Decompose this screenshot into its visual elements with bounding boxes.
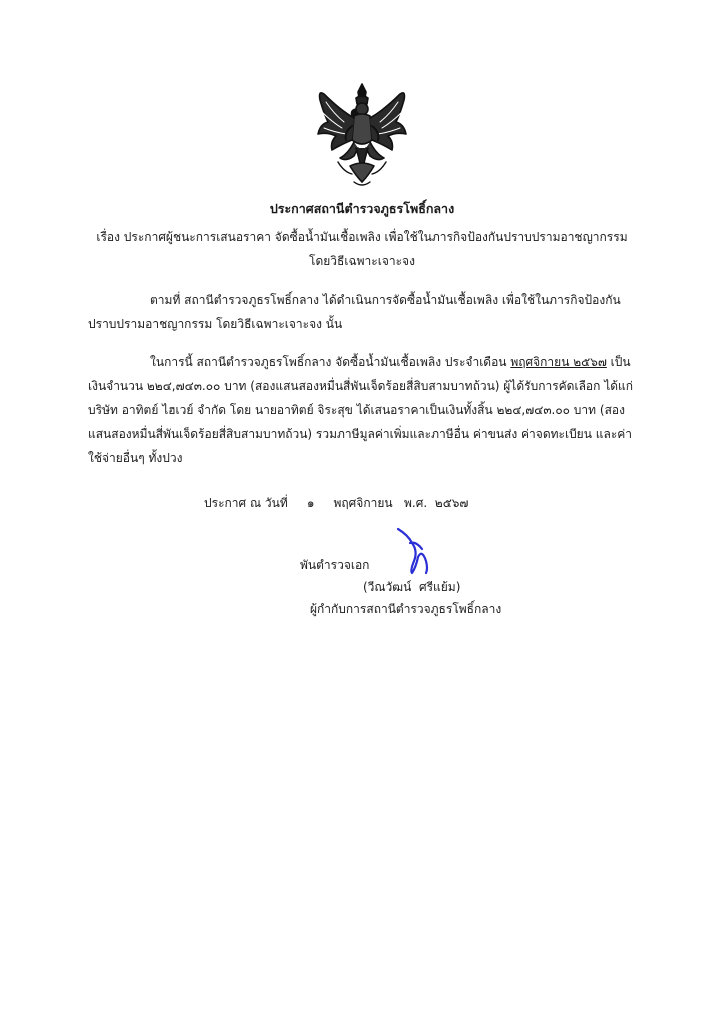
paragraph-2	[88, 350, 636, 470]
procurement-month: พฤศจิกายน ๒๕๖๗	[510, 355, 607, 369]
document-subject	[70, 225, 654, 273]
paragraph-2-text-end: เป็นเงินจำนวน ๒๒๔,๗๔๓.๐๐ บาท (สองแสนสองหมื่นสี่พันเจ็ดร้อยสี่สิบสามบาทถ้วน) ผู้ได้รับการคัดเลือก ได้แก่ บริษัท อาทิตย์ ไฮเวย์ จำกัด โดย นายอาทิตย์ จิระสุข ได้เสนอราคาเป็นเงินทั้งสิ้น ๒๒๔,๗๔๓.๐๐ บาท (สองแสนสองหมื่นสี่พันเจ็ดร้อยสี่สิบสามบาทถ้วน) รวมภาษีมูลค่าเพิ่มและภาษีอื่น ค่าขนส่ง ค่าจดทะเบียน และค่าใช้จ่ายอื่นๆ ทั้งปวง	[88, 355, 634, 465]
paragraph-1-text: ตามที่ สถานีตำรวจภูธรโพธิ์กลาง ได้ดำเนินการจัดซื้อน้ำมันเชื้อเพลิง เพื่อใช้ในภารกิจป้องกันปราบปรามอาชญากรรม โดยวิธีเฉพาะเจาะจง นั้น	[88, 293, 621, 331]
paragraph-2-text-start: ในการนี้ สถานีตำรวจภูธรโพธิ์กลาง จัดซื้อน้ำมันเชื้อเพลิง ประจำเดือน	[150, 355, 511, 369]
announcement-date: ประกาศ ณ วันที่ ๑ พฤศจิกายน พ.ศ. ๒๕๖๗	[204, 496, 469, 510]
paragraph-1	[88, 288, 636, 336]
handwritten-signature-icon	[392, 527, 432, 575]
signer-name: (วีณวัฒน์ ศรีแย้ม)	[363, 580, 461, 594]
signer-position: ผู้กำกับการสถานีตำรวจภูธรโพธิ์กลาง	[310, 602, 502, 616]
garuda-emblem-icon	[310, 82, 414, 190]
signer-rank: พันตำรวจเอก	[300, 558, 370, 572]
subject-line-2: โดยวิธีเฉพาะเจาะจง	[309, 254, 415, 268]
subject-line-1: เรื่อง ประกาศผู้ชนะการเสนอราคา จัดซื้อน้ำมันเชื้อเพลิง เพื่อใช้ในภารกิจป้องกันปราบปรามอาชญากรรม	[96, 230, 628, 244]
document-title: ประกาศสถานีตำรวจภูธรโพธิ์กลาง	[269, 201, 455, 216]
